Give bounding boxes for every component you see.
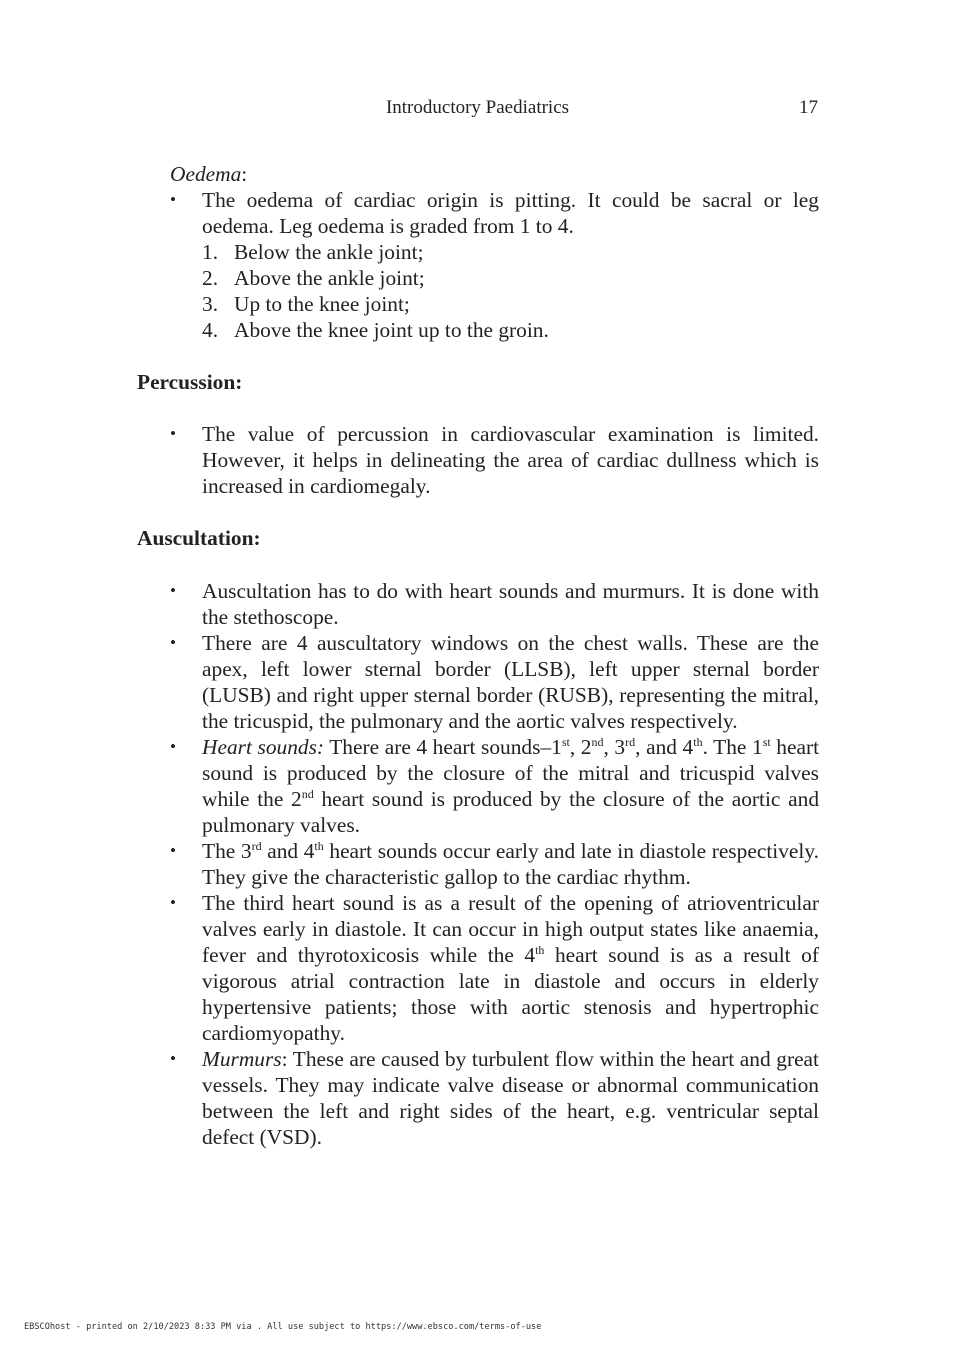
- percussion-heading: Percussion:: [137, 370, 243, 394]
- grade-text: Up to the knee joint;: [234, 292, 410, 316]
- bullet-icon: •: [170, 581, 176, 600]
- list-item: [137, 578, 819, 630]
- text-run: , and 4: [635, 735, 694, 759]
- text-run: heart sound is produced by the closure of the mitral and tricuspid valves while the 2: [202, 735, 820, 811]
- superscript: th: [314, 839, 324, 853]
- bullet-icon: •: [170, 190, 176, 209]
- superscript: nd: [591, 735, 604, 749]
- bullet-icon: •: [170, 737, 176, 756]
- grade-item: [202, 291, 819, 317]
- text-run: , 3: [603, 735, 626, 759]
- text-run: , 2: [569, 735, 592, 759]
- text-run: : These are caused by turbulent flow within the heart and great vessels. They may indicate valve disease or abnormal communication between the left and right sides of the heart, e.g. ventricular septal defect (VSD).: [202, 1047, 819, 1149]
- page-body: [137, 161, 819, 1150]
- percussion-bullet-text: The value of percussion in cardiovascular examination is limited. However, it helps in delineating the area of cardiac dullness which is increased in cardiomegaly.: [202, 422, 819, 498]
- bullet-icon: •: [170, 1049, 176, 1068]
- oedema-heading-colon: :: [241, 162, 248, 186]
- list-item: [137, 187, 819, 343]
- running-header-title: Introductory Paediatrics: [385, 97, 570, 118]
- oedema-grade-list: [202, 239, 819, 343]
- bullet-icon: •: [170, 424, 176, 443]
- list-item: [137, 630, 819, 734]
- grade-item: [202, 317, 819, 343]
- auscultation-bullet-1: Auscultation has to do with heart sounds and murmurs. It is done with the stethoscope.: [202, 579, 819, 629]
- bullet-icon: •: [170, 633, 176, 652]
- superscript: rd: [625, 735, 636, 749]
- grade-text: Above the ankle joint;: [234, 266, 425, 290]
- superscript: th: [693, 735, 703, 749]
- grade-number: 2.: [202, 266, 219, 290]
- oedema-heading: [170, 161, 819, 187]
- list-item: [137, 734, 819, 838]
- auscultation-bullet-2: There are 4 auscultatory windows on the chest walls. These are the apex, left lower sternal border (LLSB), left upper sternal border (LUSB) and right upper sternal border (RUSB), representing the mitral, the tricuspid, the pulmonary and the aortic valves respectively.: [202, 631, 819, 733]
- percussion-list: [137, 421, 819, 499]
- grade-number: 1.: [202, 240, 219, 264]
- superscript: rd: [251, 839, 262, 853]
- list-item: [137, 1046, 819, 1150]
- grade-number: 4.: [202, 318, 219, 342]
- text-run: There are 4 heart sounds–1: [324, 735, 562, 759]
- text-run: and 4: [261, 839, 315, 863]
- grade-item: [202, 265, 819, 291]
- page-number: 17: [799, 97, 818, 118]
- oedema-bullet-text: The oedema of cardiac origin is pitting. It could be sacral or leg oedema. Leg oedema is graded from 1 to 4.: [202, 188, 819, 238]
- grade-number: 3.: [202, 292, 219, 316]
- auscultation-list: [137, 578, 819, 1150]
- superscript: th: [535, 943, 545, 957]
- bullet-icon: •: [170, 841, 176, 860]
- text-run: The 3: [202, 839, 252, 863]
- oedema-heading-text: Oedema: [170, 162, 242, 186]
- list-item: [137, 421, 819, 499]
- superscript: nd: [301, 787, 314, 801]
- text-run: heart sound is as a result of vigorous atrial contraction late in diastole and occurs in elderly hypertensive patients; those with aortic stenosis and hypertrophic cardiomyopathy.: [202, 943, 819, 1045]
- grade-item: [202, 239, 819, 265]
- list-item: [137, 890, 819, 1046]
- text-run: heart sounds occur early and late in diastole respectively. They give the characteristic gallop to the cardiac rhythm.: [202, 839, 819, 889]
- murmurs-label: Murmurs: [202, 1047, 282, 1071]
- grade-text: Below the ankle joint;: [234, 240, 424, 264]
- list-item: [137, 838, 819, 890]
- superscript: st: [762, 735, 771, 749]
- heart-sounds-label: Heart sounds:: [202, 735, 325, 759]
- text-run: . The 1: [702, 735, 763, 759]
- oedema-list: [137, 187, 819, 343]
- text-run: heart sound is produced by the closure of the aortic and pulmonary valves.: [202, 787, 820, 837]
- text-run: The third heart sound is as a result of the opening of atrioventricular valves early in diastole. It can occur in high output states like anaemia, fever and thyrotoxicosis while the 4: [202, 891, 819, 967]
- grade-text: Above the knee joint up to the groin.: [234, 318, 549, 342]
- ebsco-footer: EBSCOhost - printed on 2/10/2023 8:33 PM via . All use subject to https://www.ebsco.com/terms-of-use: [24, 1322, 542, 1332]
- auscultation-heading: Auscultation:: [137, 526, 261, 550]
- bullet-icon: •: [170, 893, 176, 912]
- superscript: st: [561, 735, 570, 749]
